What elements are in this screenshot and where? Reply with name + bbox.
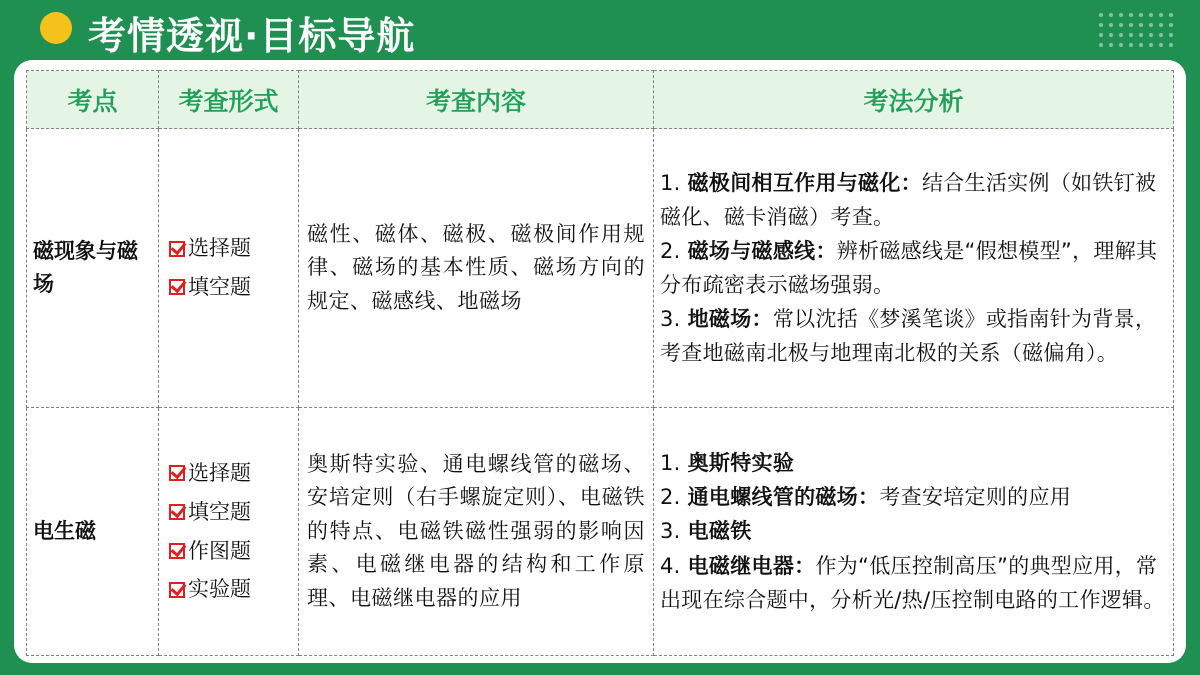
form-item: [169, 454, 298, 493]
analysis-keyword: 电磁铁: [687, 519, 752, 544]
decor-dot: [1159, 23, 1163, 27]
column-header: 考查形式: [159, 71, 299, 129]
form-item: [169, 532, 298, 571]
decor-dot: [1099, 43, 1103, 47]
analysis-number: 2.: [660, 238, 681, 263]
form-label: 选择题: [188, 460, 251, 485]
column-header: 考点: [27, 71, 159, 129]
analysis-keyword: 地磁场: [687, 307, 752, 332]
analysis-text: 辨析磁感线是“假想模型”，理解其分布疏密表示磁场强弱。: [660, 238, 1158, 297]
analysis-text: 考查安培定则的应用: [879, 485, 1072, 510]
form-label: 填空题: [188, 499, 251, 524]
analysis-keyword: 通电螺线管的磁场: [687, 485, 859, 510]
decor-dot: [1099, 33, 1103, 37]
decor-dot: [1129, 33, 1133, 37]
analysis-item: [660, 480, 1167, 514]
analysis-keyword: 奥斯特实验: [687, 451, 795, 476]
forms-cell: [159, 129, 299, 408]
decor-dot: [1129, 13, 1133, 17]
decor-dot: [1149, 13, 1153, 17]
decor-dot: [1119, 23, 1123, 27]
decor-dot: [1139, 33, 1143, 37]
analysis-text: 常以沈括《梦溪笔谈》或指南针为背景，考查地磁南北极与地理南北极的关系（磁偏角）。: [660, 307, 1157, 366]
analysis-keyword: 电磁继电器: [687, 553, 795, 578]
analysis-number: 1.: [660, 451, 681, 476]
analysis-cell: [654, 408, 1174, 656]
analysis-text: 结合生活实例（如铁钉被磁化、磁卡消磁）考查。: [660, 170, 1157, 229]
title-bullet-dot: [40, 12, 72, 44]
analysis-item: [660, 234, 1167, 302]
analysis-separator: ：: [815, 238, 837, 263]
forms-cell: [159, 408, 299, 656]
decor-dot: [1109, 23, 1113, 27]
checkbox-checked-icon: [169, 582, 185, 598]
form-label: 实验题: [188, 577, 251, 602]
analysis-keyword: 磁场与磁感线: [687, 238, 816, 263]
checkbox-checked-icon: [169, 543, 185, 559]
form-item: [169, 493, 298, 532]
decor-dot: [1139, 13, 1143, 17]
decor-dot: [1109, 43, 1113, 47]
decor-dot: [1159, 43, 1163, 47]
table-header-row: [27, 71, 1174, 129]
column-header: 考查内容: [299, 71, 654, 129]
form-label: 作图题: [188, 538, 251, 563]
checkbox-checked-icon: [169, 241, 185, 257]
content-cell: 磁性、磁体、磁极、磁极间作用规律、磁场的基本性质、磁场方向的规定、磁感线、地磁场: [299, 129, 654, 408]
exam-analysis-table: [26, 70, 1174, 656]
analysis-item: [660, 166, 1167, 234]
analysis-item: [660, 302, 1167, 370]
form-item: [169, 268, 298, 307]
decor-dot: [1139, 43, 1143, 47]
checkbox-checked-icon: [169, 504, 185, 520]
table-row: [27, 408, 1174, 656]
column-header: 考法分析: [654, 71, 1174, 129]
analysis-item: [660, 446, 1167, 480]
decorative-dot-grid-icon: [1096, 10, 1176, 50]
decor-dot: [1149, 43, 1153, 47]
decor-dot: [1169, 13, 1173, 17]
analysis-item: [660, 514, 1167, 548]
decor-dot: [1129, 43, 1133, 47]
analysis-text: 作为“低压控制高压”的典型应用，常出现在综合题中，分析光/热/压控制电路的工作逻辑。: [660, 553, 1165, 612]
form-label: 填空题: [188, 275, 251, 299]
analysis-number: 3.: [660, 307, 681, 332]
checkbox-checked-icon: [169, 465, 185, 481]
decor-dot: [1129, 23, 1133, 27]
form-label: 选择题: [188, 236, 251, 261]
decor-dot: [1169, 23, 1173, 27]
analysis-separator: ：: [751, 307, 773, 332]
topic-cell: 磁现象与磁场: [27, 129, 159, 408]
decor-dot: [1169, 33, 1173, 37]
analysis-keyword: 磁极间相互作用与磁化: [687, 170, 901, 195]
decor-dot: [1109, 13, 1113, 17]
content-panel: [14, 60, 1186, 663]
form-item: [169, 229, 298, 268]
decor-dot: [1109, 33, 1113, 37]
analysis-number: 4.: [660, 553, 681, 578]
decor-dot: [1119, 13, 1123, 17]
decor-dot: [1119, 43, 1123, 47]
decor-dot: [1139, 23, 1143, 27]
analysis-separator: ：: [858, 485, 880, 510]
topic-cell: 电生磁: [27, 408, 159, 656]
decor-dot: [1099, 13, 1103, 17]
analysis-item: [660, 549, 1167, 617]
table-row: [27, 129, 1174, 408]
page-title: 考情透视·目标导航: [88, 14, 416, 58]
analysis-cell: [654, 129, 1174, 408]
decor-dot: [1149, 33, 1153, 37]
decor-dot: [1149, 23, 1153, 27]
decor-dot: [1099, 23, 1103, 27]
content-cell: 奥斯特实验、通电螺线管的磁场、安培定则（右手螺旋定则）、电磁铁的特点、电磁铁磁性强弱的影响因素、电磁继电器的结构和工作原理、电磁继电器的应用: [299, 408, 654, 656]
analysis-number: 2.: [660, 485, 681, 510]
analysis-number: 3.: [660, 519, 681, 544]
decor-dot: [1119, 33, 1123, 37]
form-item: [169, 570, 298, 609]
analysis-separator: ：: [794, 553, 816, 578]
decor-dot: [1169, 43, 1173, 47]
analysis-number: 1.: [660, 170, 681, 195]
checkbox-checked-icon: [169, 279, 185, 295]
analysis-separator: ：: [900, 170, 922, 195]
page-header: [0, 0, 1200, 62]
decor-dot: [1159, 33, 1163, 37]
decor-dot: [1159, 13, 1163, 17]
